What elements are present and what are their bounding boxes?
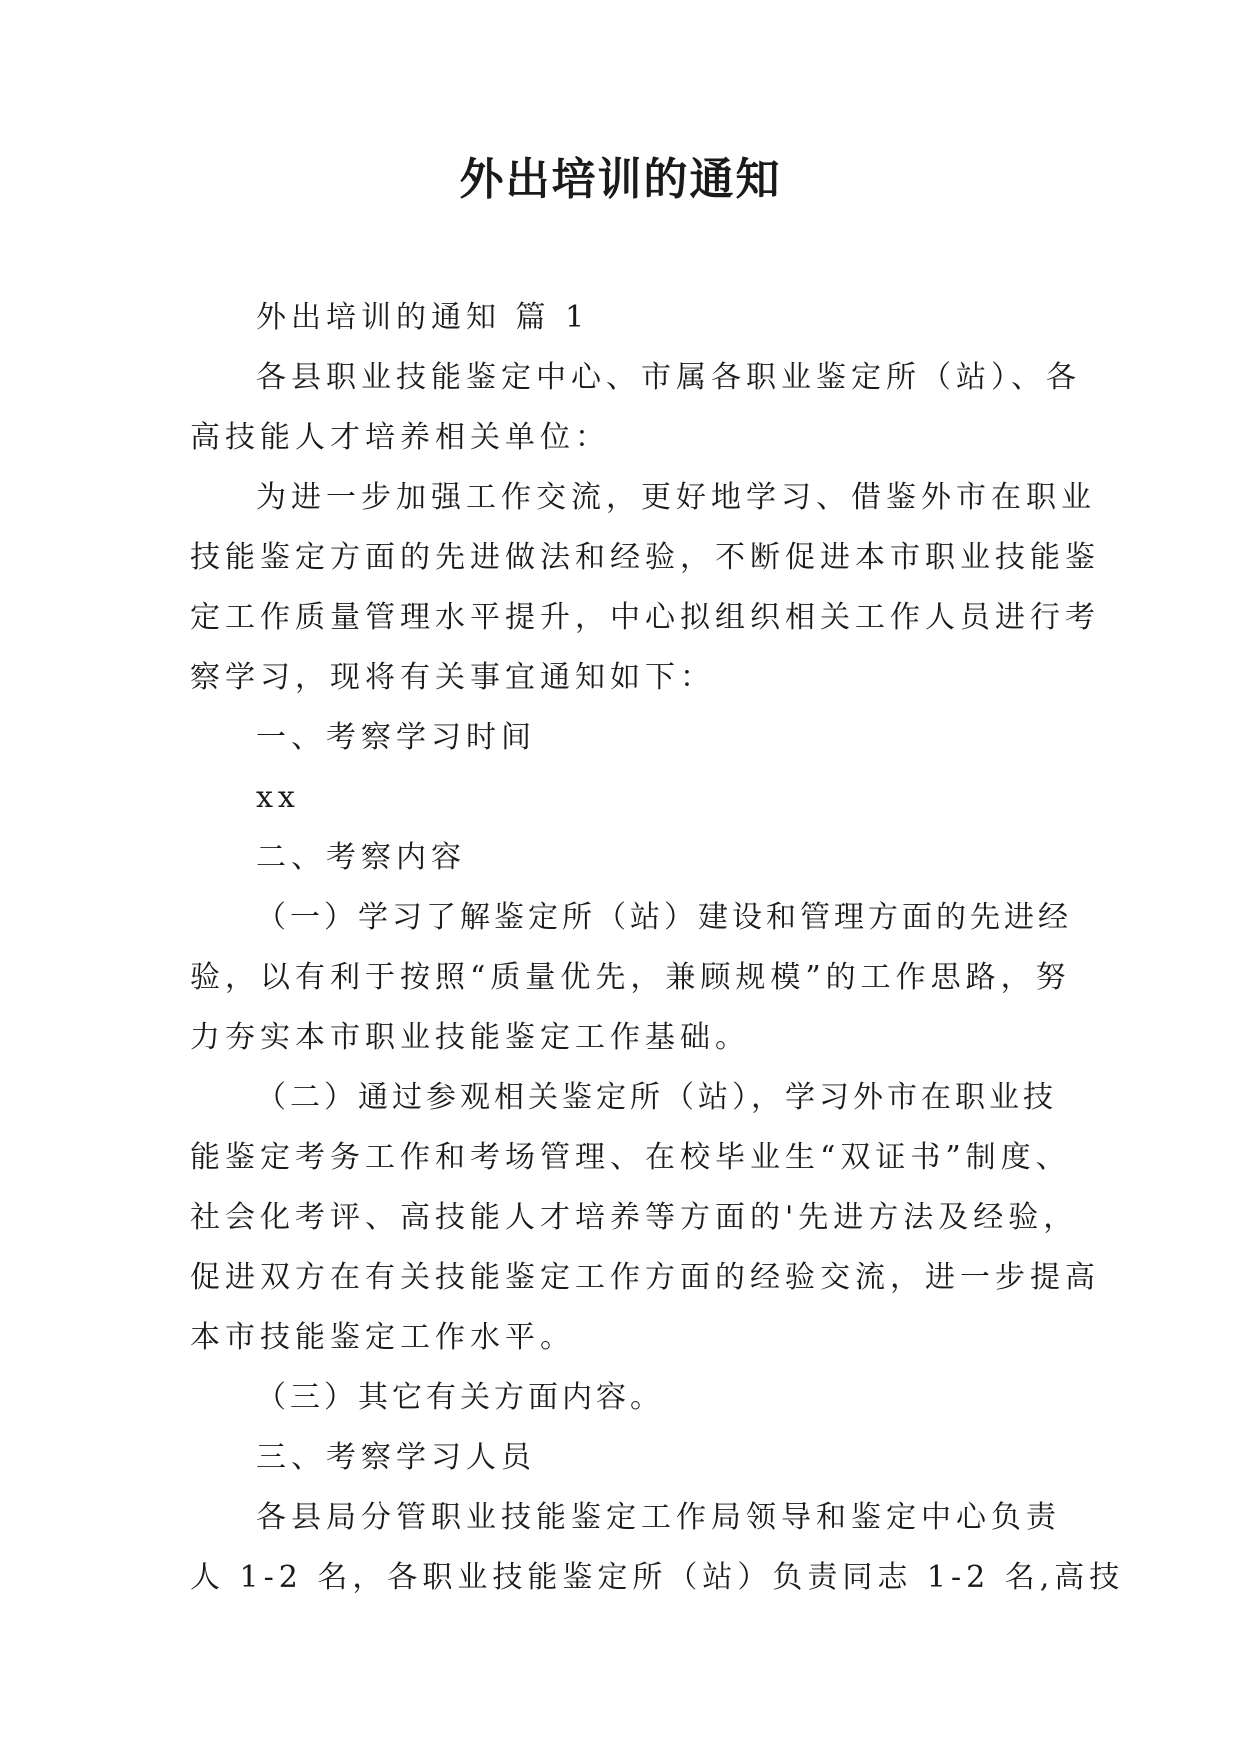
paragraph-line: 为进一步加强工作交流，更好地学习、借鉴外市在职业 [256, 480, 1096, 515]
paragraph-line: 社会化考评、高技能人才培养等方面的'先进方法及经验， [190, 1200, 1079, 1235]
paragraph-line: 验，以有利于按照“质量优先，兼顾规模”的工作思路，努 [190, 960, 1071, 995]
paragraph-line: 能鉴定考务工作和考场管理、在校毕业生“双证书”制度、 [190, 1140, 1071, 1175]
document-body [190, 288, 1125, 1608]
paragraph-line: （二）通过参观相关鉴定所（站），学习外市在职业技 [256, 1080, 1057, 1115]
paragraph-line: xx [256, 780, 300, 815]
paragraph-line: （三）其它有关方面内容。 [256, 1380, 664, 1415]
paragraph-line: 促进双方在有关技能鉴定工作方面的经验交流，进一步提高 [190, 1260, 1100, 1295]
paragraph-line: 察学习，现将有关事宜通知如下： [190, 660, 715, 695]
section-heading: 二、考察内容 [256, 840, 466, 875]
paragraph-line: 定工作质量管理水平提升，中心拟组织相关工作人员进行考 [190, 600, 1100, 635]
section-heading: 外出培训的通知 篇 1 [256, 300, 590, 335]
paragraph-line: 技能鉴定方面的先进做法和经验，不断促进本市职业技能鉴 [190, 540, 1100, 575]
section-heading: 一、考察学习时间 [256, 720, 536, 755]
document-title: 外出培训的通知 [459, 154, 782, 205]
paragraph-line: （一）学习了解鉴定所（站）建设和管理方面的先进经 [256, 900, 1072, 935]
paragraph-line: 力夯实本市职业技能鉴定工作基础。 [190, 1020, 750, 1055]
section-heading: 三、考察学习人员 [256, 1440, 536, 1475]
paragraph-line: 人 1-2 名，各职业技能鉴定所（站）负责同志 1-2 名,高技 [190, 1560, 1125, 1595]
paragraph-line: 本市技能鉴定工作水平。 [190, 1320, 575, 1355]
paragraph-line: 各县职业技能鉴定中心、市属各职业鉴定所（站）、各 [256, 360, 1081, 395]
paragraph-line: 各县局分管职业技能鉴定工作局领导和鉴定中心负责 [256, 1500, 1061, 1535]
paragraph-line: 高技能人才培养相关单位： [190, 420, 610, 455]
